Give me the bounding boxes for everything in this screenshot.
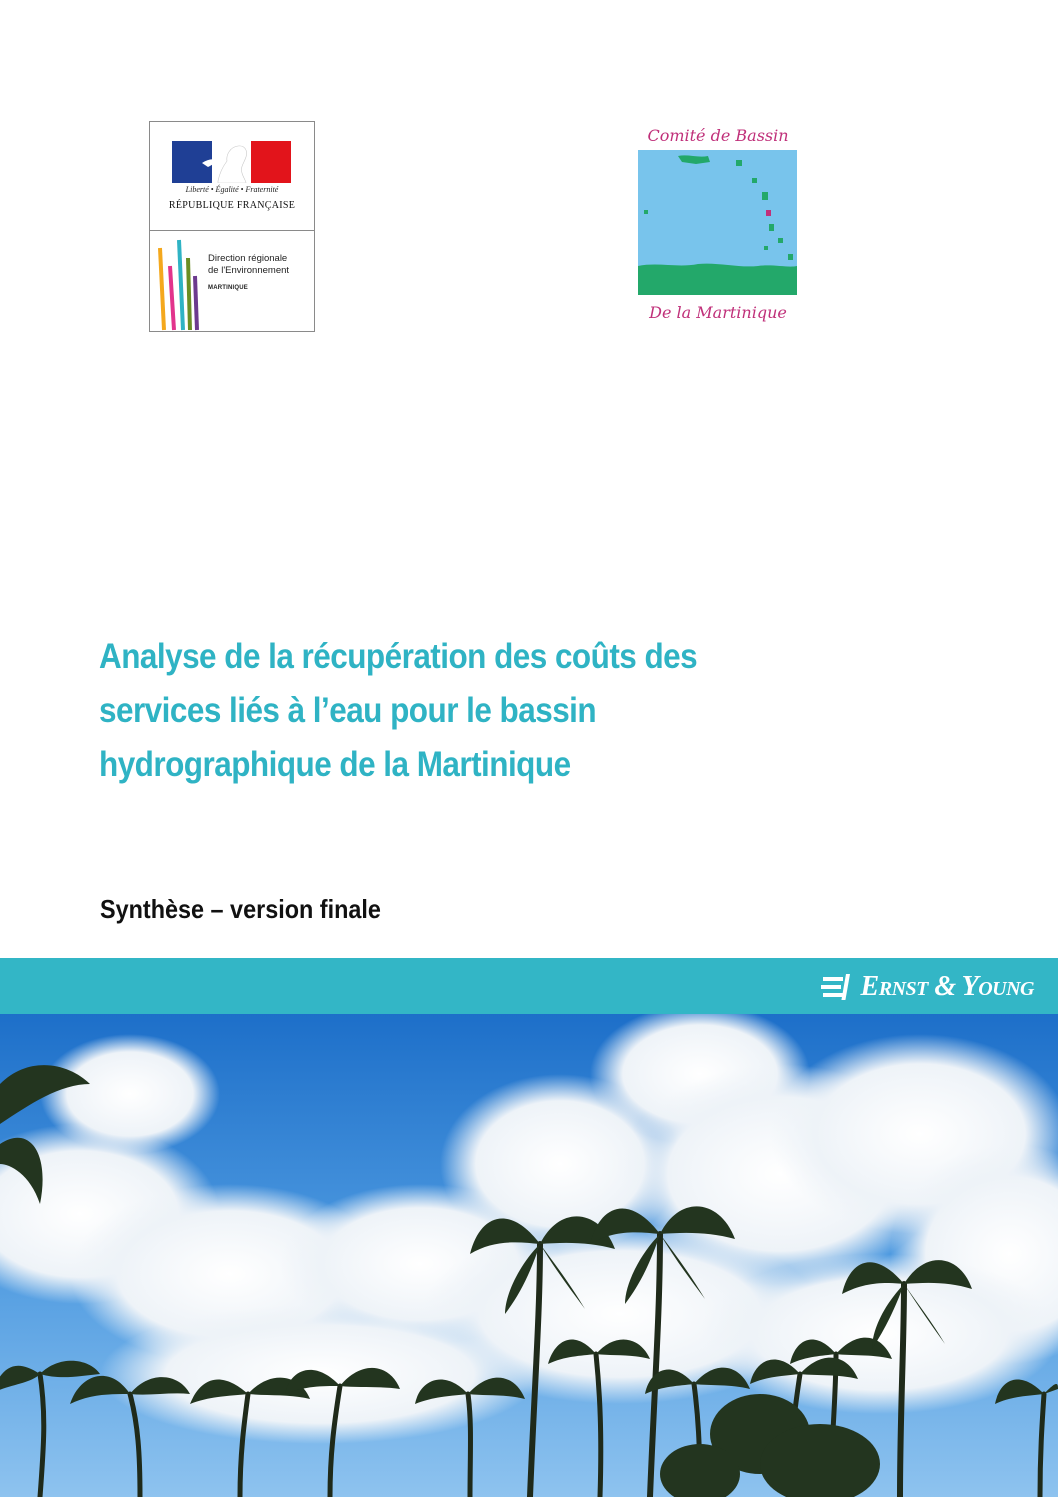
ernst-young-mark-icon xyxy=(821,974,855,1000)
ernst-young-wordmark: Ernst & Young xyxy=(860,971,1034,1002)
republic-motto: Liberté • Égalité • Fraternité xyxy=(185,185,279,194)
diren-region: MARTINIQUE xyxy=(208,285,248,291)
diren-line-1: Direction régionale xyxy=(208,253,288,264)
comite-logo-bottom-text: De la Martinique xyxy=(649,303,787,322)
palm-trees-sky-photo xyxy=(0,1014,1058,1497)
republique-francaise-logo xyxy=(149,121,315,332)
ernst-young-logo xyxy=(821,972,1034,1002)
marianne-block xyxy=(150,122,314,231)
title-line-3: hydrographique de la Martinique xyxy=(99,745,571,784)
caribbean-map-icon xyxy=(638,150,797,295)
title-line-1: Analyse de la récupération des coûts des xyxy=(99,637,698,676)
marianne-flag-icon xyxy=(172,141,291,183)
comite-de-bassin-logo xyxy=(628,121,808,331)
comite-logo-top-text: Comité de Bassin xyxy=(647,126,789,145)
document-title xyxy=(99,630,783,792)
brand-band xyxy=(0,958,1058,1014)
diren-colored-bars-icon xyxy=(150,230,200,332)
document-subtitle: Synthèse – version finale xyxy=(100,894,381,924)
diren-line-2: de l'Environnement xyxy=(208,265,290,276)
republic-name: RÉPUBLIQUE FRANÇAISE xyxy=(168,200,296,211)
diren-text xyxy=(208,253,313,294)
title-line-2: services liés à l’eau pour le bassin xyxy=(99,691,597,730)
